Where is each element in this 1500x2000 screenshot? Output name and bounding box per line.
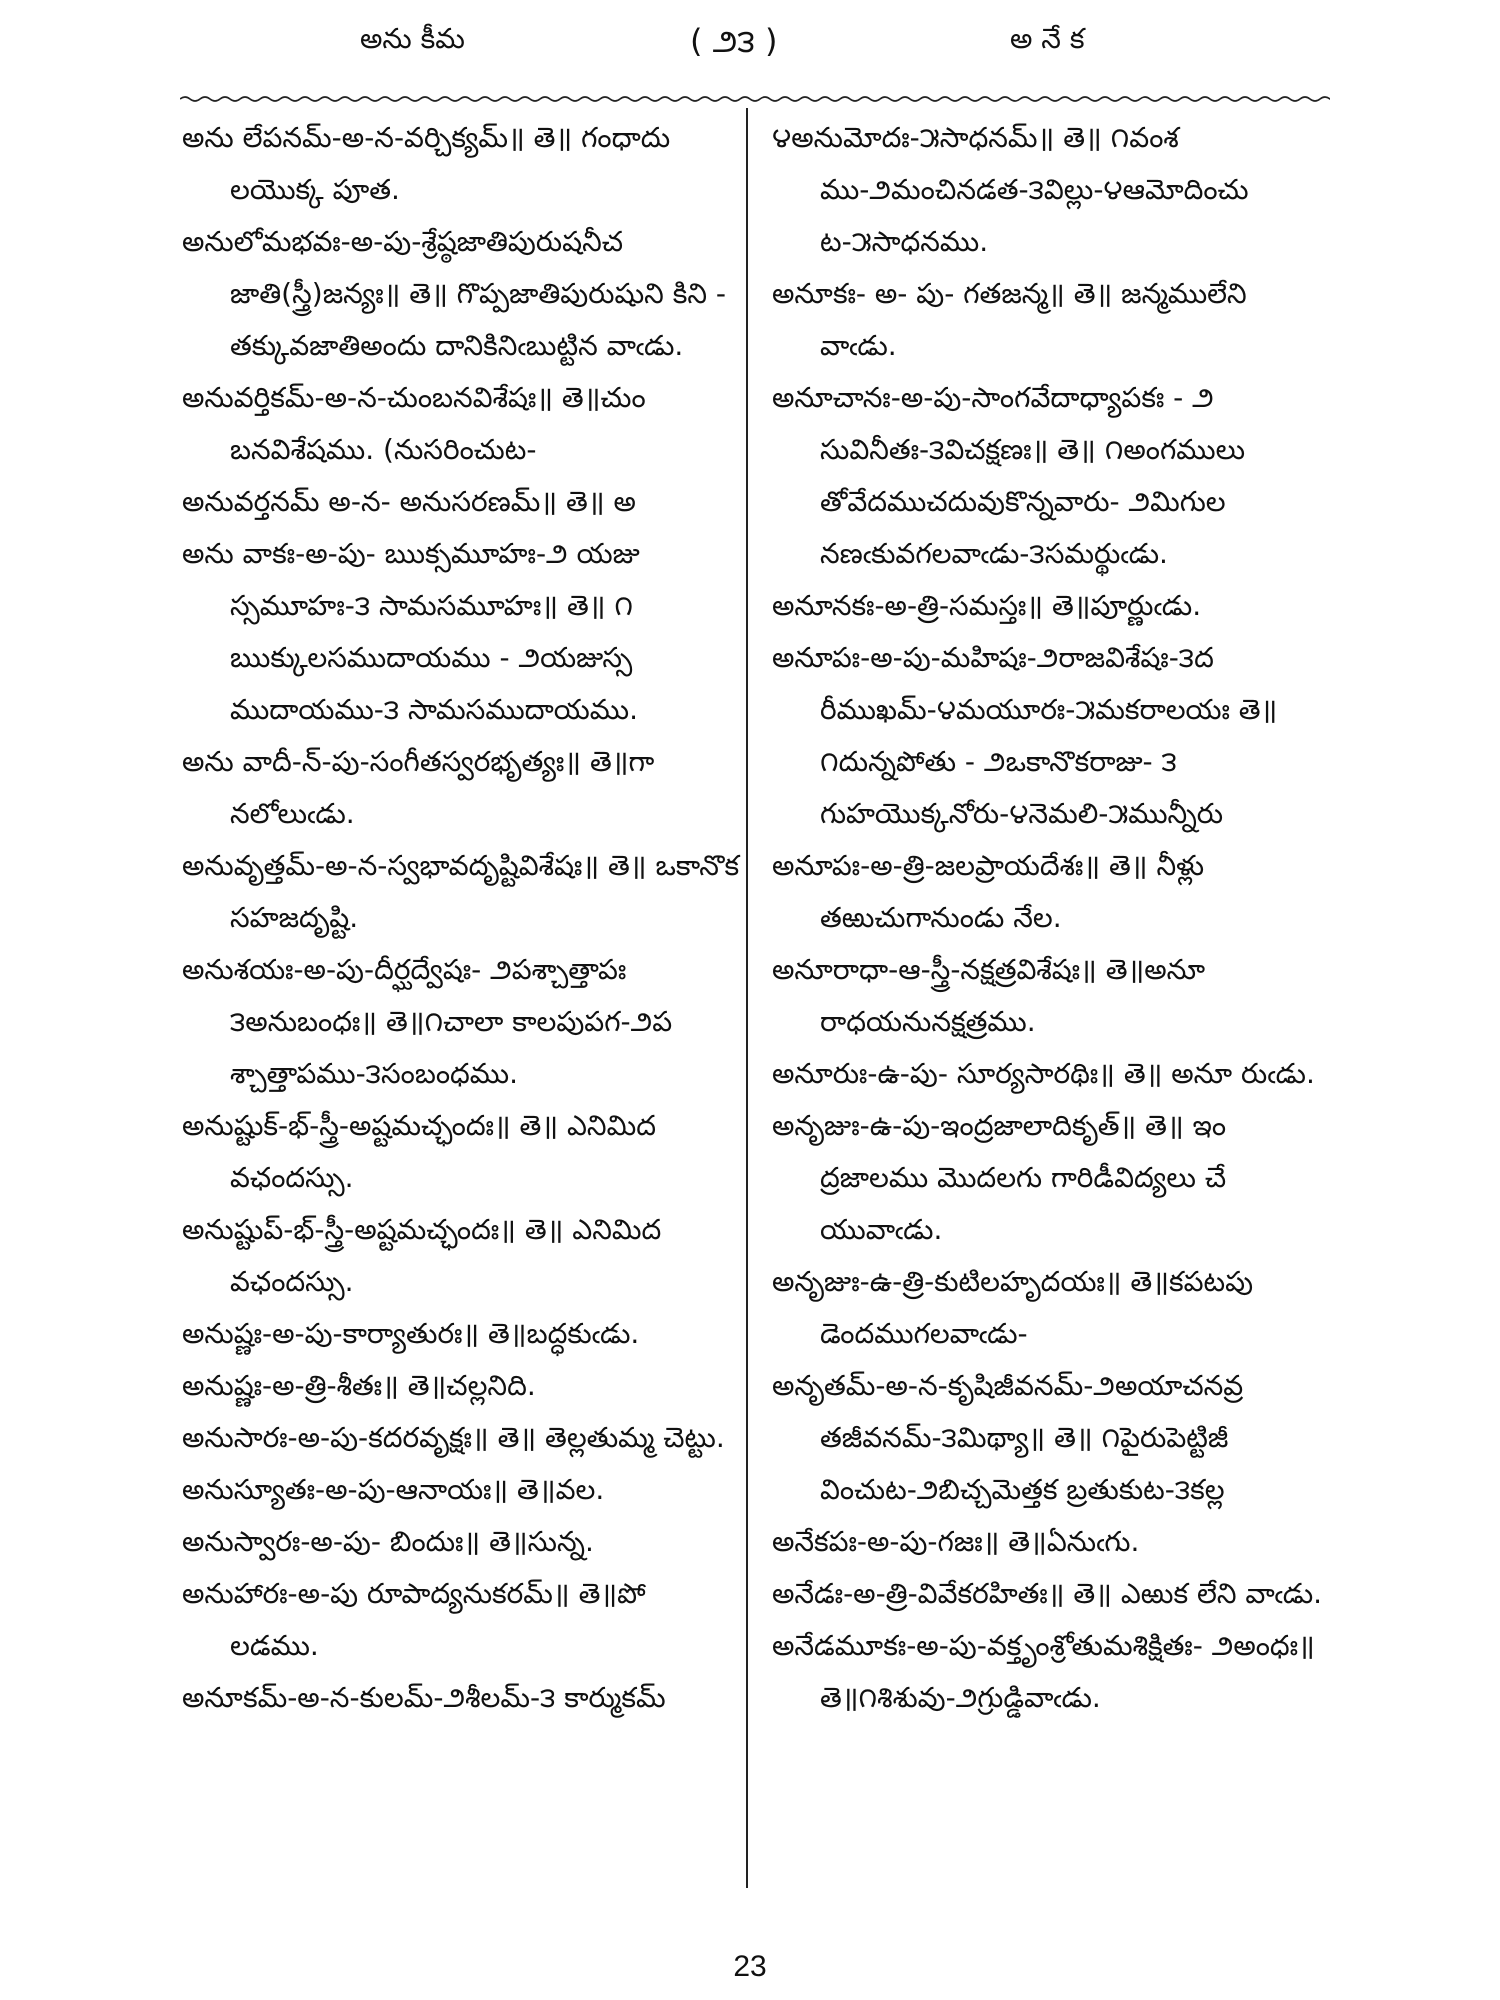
dictionary-entry: అనూపః-అ-త్రి-జలప్రాయదేశః॥ తె॥ నీళ్లు తఱుచుగానుండు నేల. (772, 849, 1205, 934)
header-right-word: అ నే క (1010, 22, 1085, 55)
dictionary-entry: అనూపః-అ-పు-మహిషః-౨రాజవిశేషః-౩ద రీముఖమ్-౪మయూరః-౫మకరాలయః తె॥౧దున్నపోతు - ౨ఒకానొకరాజు- ౩ గుహయొక్కనోరు-౪నెమలి-౫మున్నీరు (772, 641, 1278, 830)
wavy-rule-divider (180, 92, 1330, 106)
dictionary-entry: అనుష్టుప్-భ్-స్త్రీ-అష్టమచ్ఛందః॥ తె॥ ఎనిమిద వఛందస్సు. (182, 1213, 662, 1298)
header-page-label: ( ౨౩ ) (690, 22, 778, 60)
dictionary-entry: అనృతమ్-అ-న-కృషిజీవనమ్-౨అయాచనవ్ర తజీవనమ్-౩మిథ్యా॥ తె॥ ౧పైరుపెట్టిజీ వించుట-౨బిచ్చమెత్తక బ్రతుకుట-౩కల్ల (772, 1369, 1244, 1506)
left-column (182, 112, 742, 1724)
dictionary-entry: ౪అనుమోదః-౫సాధనమ్॥ తె॥ ౧వంశ ము-౨మంచినడత-౩విల్లు-౪ఆమోదించు ట-౫సాధనము. (772, 121, 1249, 258)
dictionary-entry: అనేడమూకః-అ-పు-వక్తృంశ్రోతుమశిక్షితః- ౨అంధః॥ తె॥౧శిశువు-౨గ్రుడ్డివాఁడు. (772, 1629, 1315, 1714)
dictionary-entry: అనుసారః-అ-పు-కదరవృక్షః॥ తె॥ తెల్లతుమ్మ చెట్టు. (182, 1421, 725, 1454)
header-left-word: అను కీమ (360, 22, 465, 55)
dictionary-entry: అనుశయః-అ-పు-దీర్ఘద్వేషః- ౨పశ్చాత్తాపః ౩అనుబంధః॥ తె॥౧చాలా కాలపుపగ-౨ప శ్చాత్తాపము-౩సంబంధము. (182, 953, 673, 1090)
dictionary-entry: అనూకమ్-అ-న-కులమ్-౨శీలమ్-౩ కార్ముకమ్ (182, 1681, 666, 1714)
dictionary-entry: అనూరుః-ఉ-పు- సూర్యసారథిః॥ తె॥ అనూ రుఁడు. (772, 1057, 1315, 1090)
dictionary-entry: అనృజుః-ఉ-త్రి-కుటిలహృదయః॥ తె॥కపటపు డెందముగలవాఁడు- (772, 1265, 1254, 1350)
dictionary-entry: అనుస్యూతః-అ-పు-ఆనాయః॥ తె॥వల. (182, 1473, 605, 1506)
dictionary-entry: అనులోమభవః-అ-పు-శ్రేష్ఠజాతిపురుషనీచ జాతి(స్త్రీ)జన్యః॥ తె॥ గొప్పజాతిపురుషుని కిని - తక్కువజాతిఅందు దానికినిఁబుట్టిన వాఁడు. (182, 225, 726, 362)
dictionary-entry: అనూరాధా-ఆ-స్త్రీ-నక్షత్రవిశేషః॥ తె॥అనూ రాధయనునక్షత్రము. (772, 953, 1206, 1038)
wavy-rule-line (180, 97, 1330, 101)
dictionary-entry: అనుహారః-అ-పు రూపాద్యనుకరమ్॥ తె॥పో లడము. (182, 1577, 646, 1662)
dictionary-entry: అను వాకః-అ-పు- ఋక్సమూహః-౨ యజు స్సమూహః-౩ సామసమూహః॥ తె॥ ౧ ఋక్కులసముదాయము - ౨యజుస్స ముదాయము-౩ సామసముదాయము. (182, 537, 640, 726)
dictionary-entry: అనుష్ణః-అ-పు-కార్యాతురః॥ తె॥బద్ధకుఁడు. (182, 1317, 640, 1350)
dictionary-entry: అనూనకః-అ-త్రి-సమస్తః॥ తె॥పూర్ణుఁడు. (772, 589, 1202, 622)
dictionary-entry: అనుష్ణః-అ-త్రి-శీతః॥ తె॥చల్లనిది. (182, 1369, 536, 1402)
dictionary-entry: అను లేపనమ్-అ-న-వర్చిక్యమ్॥ తె॥ గంధాదు లయొక్క పూత. (182, 121, 671, 206)
right-column (772, 112, 1332, 1724)
dictionary-entry: అనువర్తనమ్ అ-న- అనుసరణమ్॥ తె॥ అ (182, 485, 636, 518)
page-number: 23 (733, 1950, 767, 1983)
dictionary-entry: అనృజుః-ఉ-పు-ఇంద్రజాలాదికృత్॥ తె॥ ఇం ద్రజాలము మొదలగు గారిడీవిద్యలు చే యువాఁడు. (772, 1109, 1227, 1246)
dictionary-entry: అనూకః- అ- పు- గతజన్మ॥ తె॥ జన్మములేని వాఁడు. (772, 277, 1247, 362)
dictionary-entry: అనేడః-అ-త్రి-వివేకరహితః॥ తె॥ ఎఱుక లేని వాఁడు. (772, 1577, 1323, 1610)
dictionary-entry: అను వాదీ-న్-పు-సంగీతస్వరభృత్యః॥ తె॥గా నలోలుఁడు. (182, 745, 655, 830)
column-divider (746, 108, 748, 1888)
dictionary-entry: అనువర్తికమ్-అ-న-చుంబనవిశేషః॥ తె॥చుం బనవిశేషము. (నుసరించుట- (182, 381, 646, 466)
dictionary-entry: అనుస్వారః-అ-పు- బిందుః॥ తె॥సున్న. (182, 1525, 594, 1558)
dictionary-entry: అనువృత్తమ్-అ-న-స్వభావదృష్టివిశేషః॥ తె॥ ఒకానొక సహజదృష్టి. (182, 849, 740, 934)
dictionary-entry: అనుష్టుక్-భ్-స్త్రీ-అష్టమచ్ఛందః॥ తె॥ ఎనిమిద వఛందస్సు. (182, 1109, 656, 1194)
dictionary-entry: అనూచానః-అ-పు-సాంగవేదాధ్యాపకః - ౨ సువినీతః-౩విచక్షణః॥ తె॥ ౧అంగములు తోవేదముచదువుకొన్నవారు- ౨మిగుల నణఁకువగలవాఁడు-౩సమర్థుఁడు. (772, 381, 1246, 570)
dictionary-entry: అనేకపః-అ-పు-గజః॥ తె॥ఏనుఁగు. (772, 1525, 1140, 1558)
